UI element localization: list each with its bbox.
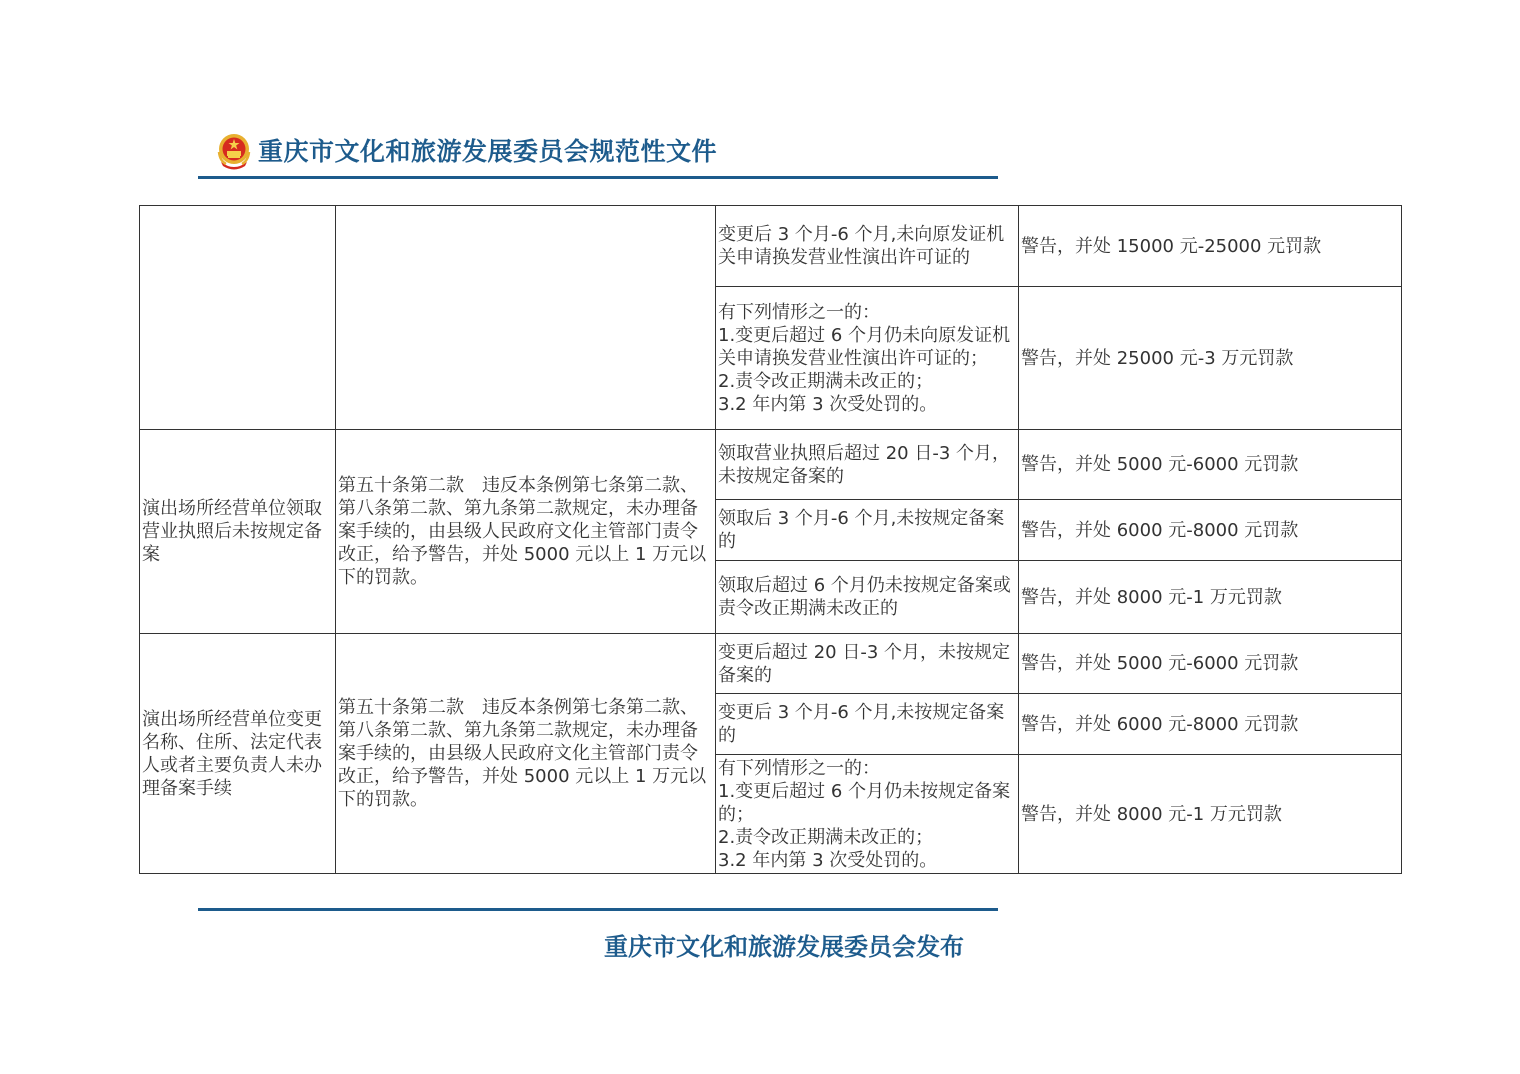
circumstance-cell: 变更后 3 个月-6 个月,未按规定备案的 [716, 694, 1019, 755]
national-emblem-icon [216, 132, 252, 172]
circumstance-cell: 领取后超过 6 个月仍未按规定备案或责令改正期满未改正的 [716, 561, 1019, 634]
penalty-table [139, 205, 1402, 874]
violation-cell: 演出场所经营单位变更名称、住所、法定代表人或者主要负责人未办理备案手续 [140, 634, 336, 874]
circumstance-cell: 有下列情形之一的： 1.变更后超过 6 个月仍未按规定备案的； 2.责令改正期满未改正的； 3.2 年内第 3 次受处罚的。 [716, 755, 1019, 874]
penalty-cell: 警告，并处 25000 元-3 万元罚款 [1019, 287, 1402, 430]
penalty-cell: 警告，并处 15000 元-25000 元罚款 [1019, 206, 1402, 287]
penalty-cell: 警告，并处 5000 元-6000 元罚款 [1019, 430, 1402, 500]
basis-cell: 第五十条第二款 违反本条例第七条第二款、第八条第二款、第九条第二款规定，未办理备案手续的，由县级人民政府文化主管部门责令改正，给予警告，并处 5000 元以上 1 万元以下的罚款。 [336, 430, 716, 634]
violation-cell [140, 206, 336, 430]
publisher-label: 重庆市文化和旅游发展委员会发布 [604, 932, 964, 961]
document-header [216, 132, 717, 172]
document-title: 重庆市文化和旅游发展委员会规范性文件 [258, 137, 718, 166]
basis-cell [336, 206, 716, 430]
basis-cell: 第五十条第二款 违反本条例第七条第二款、第八条第二款、第九条第二款规定，未办理备案手续的，由县级人民政府文化主管部门责令改正，给予警告，并处 5000 元以上 1 万元以下的罚款。 [336, 634, 716, 874]
circumstance-cell: 领取营业执照后超过 20 日-3 个月，未按规定备案的 [716, 430, 1019, 500]
circumstance-cell: 领取后 3 个月-6 个月,未按规定备案的 [716, 500, 1019, 561]
table-row [140, 634, 1402, 694]
circumstance-cell: 变更后 3 个月-6 个月,未向原发证机关申请换发营业性演出许可证的 [716, 206, 1019, 287]
footer-divider [198, 908, 998, 911]
circumstance-cell: 有下列情形之一的： 1.变更后超过 6 个月仍未向原发证机关申请换发营业性演出许可证的； 2.责令改正期满未改正的； 3.2 年内第 3 次受处罚的。 [716, 287, 1019, 430]
circumstance-cell: 变更后超过 20 日-3 个月，未按规定备案的 [716, 634, 1019, 694]
penalty-cell: 警告，并处 6000 元-8000 元罚款 [1019, 500, 1402, 561]
violation-cell: 演出场所经营单位领取营业执照后未按规定备案 [140, 430, 336, 634]
header-divider [198, 176, 998, 179]
penalty-cell: 警告，并处 8000 元-1 万元罚款 [1019, 755, 1402, 874]
table-row [140, 430, 1402, 500]
table-row [140, 206, 1402, 287]
penalty-cell: 警告，并处 5000 元-6000 元罚款 [1019, 634, 1402, 694]
penalty-cell: 警告，并处 6000 元-8000 元罚款 [1019, 694, 1402, 755]
penalty-cell: 警告，并处 8000 元-1 万元罚款 [1019, 561, 1402, 634]
